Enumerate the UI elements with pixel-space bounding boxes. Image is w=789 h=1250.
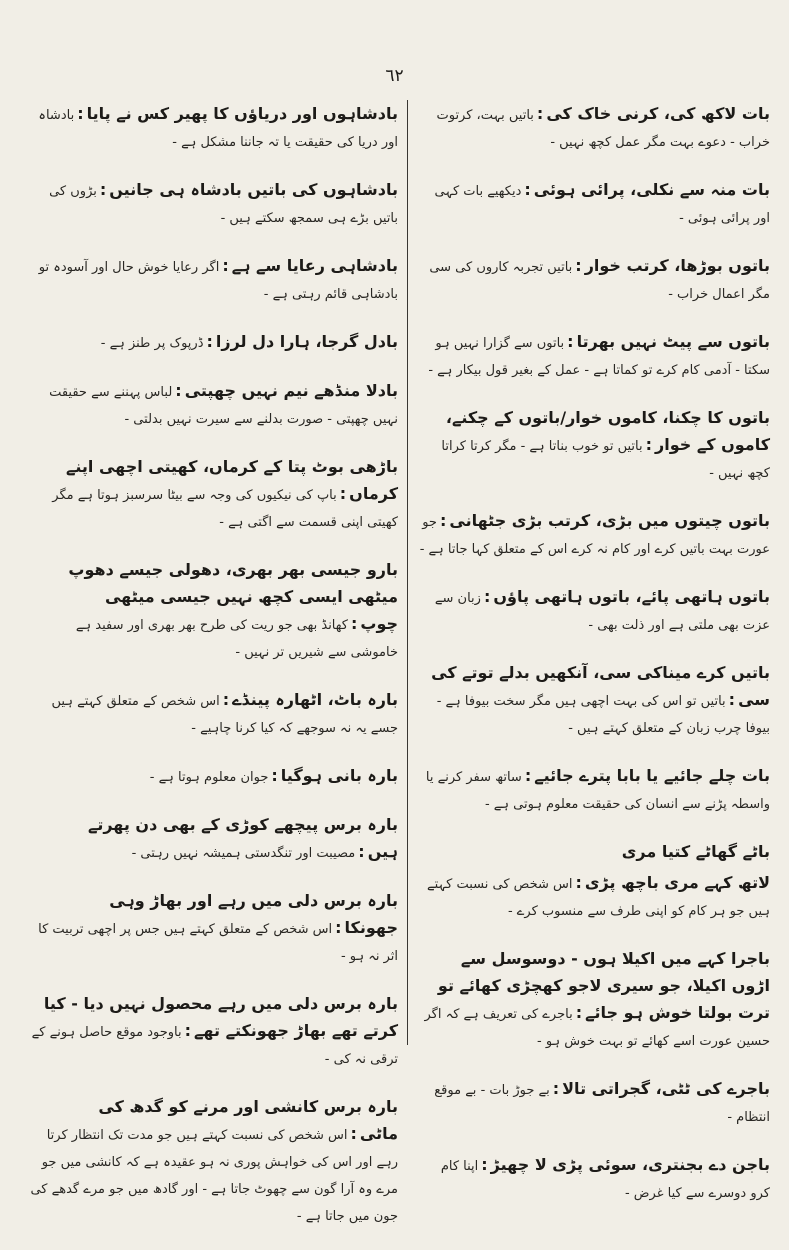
entry-definition: دیکھیے بات کہی اور پرائی ہوئی - bbox=[434, 184, 770, 226]
entry-headword: بات چلے جائیے یا بابا پترے جائیے bbox=[534, 766, 770, 785]
entry-headword: باجرے کی ٹٹی، گجراتی تالا bbox=[562, 1079, 770, 1098]
entry-headword: باڑھی بوٹ پتا کے کرماں، کھیتی اچھی اپنے کرماں bbox=[65, 457, 398, 503]
entry: بادلا منڈھے نیم نہیں چھپتی:لباس پہننے سے حقیقت نہیں چھپتی - صورت بدلنے سے سیرت نہیں بدلتی - bbox=[49, 381, 398, 427]
entry-headword: میٹھی ایسی کچھ نہیں جیسی میٹھی چوپ bbox=[104, 587, 398, 633]
entry-definition: باوجود موقع حاصل ہونے کے ترقی نہ کی - bbox=[31, 1025, 398, 1067]
entry-definition: باتوں سے گزارا نہیں ہو سکتا - آدمی کام کرے تو کماتا ہے - عمل کے بغیر قول بیکار ہے - bbox=[428, 336, 770, 378]
entry: باتوں سے پیٹ نہیں بھرتا:باتوں سے گزارا نہیں ہو سکتا - آدمی کام کرے تو کماتا ہے - عمل کے بغیر قول بیکار ہے - bbox=[428, 332, 770, 378]
entry-definition: بادشاہ اور دریا کی حقیقت یا تہ جاننا مشکل ہے - bbox=[38, 108, 398, 150]
entry: میٹھی ایسی کچھ نہیں جیسی میٹھی چوپ:کھانڈ بھی جو ریت کی طرح بھر بھری اور سفید ہے خاموشی سے شیریں تر نہیں - bbox=[75, 587, 398, 660]
entry-definition: بے جوڑ بات - بے موقع انتظام - bbox=[434, 1083, 770, 1125]
page-number: ٦٢ bbox=[385, 66, 404, 86]
entry-definition: مصیبت اور تنگدستی ہمیشہ نہیں رہتی - bbox=[131, 846, 356, 861]
entry-headword: بادلا منڈھے نیم نہیں چھپتی bbox=[184, 381, 398, 400]
entry: بادشاہی رعایا سے ہے:اگر رعایا خوش حال اور آسودہ تو بادشاہی قائم رہتی ہے - bbox=[38, 256, 398, 302]
entry: بات منہ سے نکلی، پرائی ہوئی:دیکھیے بات کہی اور پرائی ہوئی - bbox=[434, 180, 770, 226]
entry: بادشاہوں اور دریاؤں کا پھیر کس نے پایا:بادشاہ اور دریا کی حقیقت یا تہ جاننا مشکل ہے - bbox=[38, 104, 398, 150]
entry: بادشاہوں کی باتیں بادشاہ ہی جانیں:بڑوں کی باتیں بڑے ہی سمجھ سکتے ہیں - bbox=[49, 180, 398, 226]
column-divider bbox=[407, 100, 408, 1045]
entry: باتیں کرے میناکی سی، آنکھیں بدلے توتے کی سی:باتیں تو اس کی بہت اچھی ہیں مگر سخت بیوفا ہے - بیوفا چرب زبان کے متعلق کہتے ہیں - bbox=[431, 663, 770, 736]
entry-definition: اس شخص کے متعلق کہتے ہیں جس پر اچھی تربیت کا اثر نہ ہو - bbox=[38, 922, 398, 964]
entry-headword: لاتھ کہے مری باچھ پڑی bbox=[584, 873, 770, 892]
entry-headword: بارہ برس دلی میں رہے محصول نہیں دیا - کیا کرتے تھے بھاڑ جھونکتے تھے bbox=[43, 994, 398, 1040]
entry-definition: کھانڈ بھی جو ریت کی طرح بھر بھری اور سفید ہے خاموشی سے شیریں تر نہیں - bbox=[75, 618, 398, 660]
entry-definition: بڑوں کی باتیں بڑے ہی سمجھ سکتے ہیں - bbox=[49, 184, 398, 226]
entry: بارہ باٹ، اٹھارہ پینڈے:اس شخص کے متعلق کہتے ہیں جسے یہ نہ سوجھے کہ کیا کرنا چاہیے - bbox=[51, 690, 398, 736]
entry: لاتھ کہے مری باچھ پڑی:اس شخص کی نسبت کہتے ہیں جو ہر کام کو اپنی طرف سے منسوب کرے - bbox=[426, 873, 770, 919]
entry bbox=[418, 838, 770, 865]
entry-headword: بادشاہوں کی باتیں بادشاہ ہی جانیں bbox=[109, 180, 398, 199]
entry-headword: باتوں بوڑھا، کرتب خوار bbox=[584, 256, 770, 275]
entry-headword: باتوں ہاتھی پائے، باتوں ہاتھی پاؤں bbox=[493, 587, 770, 606]
entry: بارہ بانی ہوگیا:جوان معلوم ہوتا ہے - bbox=[149, 766, 398, 785]
entry-headword: باتوں چیتوں میں بڑی، کرتب بڑی جٹھانی bbox=[449, 511, 770, 530]
entry-definition: ساتھ سفر کرنے یا واسطہ پڑنے سے انسان کی حقیقت معلوم ہوتی ہے - bbox=[425, 770, 770, 812]
entry: باتوں بوڑھا، کرتب خوار:باتیں تجربہ کاروں کی سی مگر اعمال خراب - bbox=[429, 256, 770, 302]
entry-definition: باپ کی نیکیوں کی وجہ سے بیٹا سرسبز ہوتا ہے مگر کھیتی اپنی قسمت سے اگتی ہے - bbox=[52, 488, 398, 530]
entry-definition: باتیں تجربہ کاروں کی سی مگر اعمال خراب - bbox=[429, 260, 770, 302]
entry-definition: جوان معلوم ہوتا ہے - bbox=[149, 770, 269, 785]
entry-headword: باجن دے بجنتری، سوئی پڑی لا چھیڑ bbox=[490, 1155, 770, 1174]
entry-headword: باٹے گھاٹے کتیا مری bbox=[621, 842, 770, 861]
entry-definition: اپنا کام کرو دوسرے سے کیا غرض - bbox=[440, 1159, 770, 1201]
entry: باجرا کہے میں اکیلا ہوں - دوسوسل سے اڑوں اکیلا، جو سیری لاجو کھچڑی کھائے تو ترت بولتا خوش ہو جائے:باجرے کی تعریف ہے کہ اگر حسین عورت اسے کھائے تو بہت خوش ہو - bbox=[424, 949, 770, 1049]
right-column bbox=[418, 100, 770, 1227]
entry-definition: اس شخص کی نسبت کہتے ہیں جو مدت تک انتظار کرتا رہے اور اس کی خواہش پوری نہ ہو عقیدہ ہے کہ کانشی میں جو مرے وہ آرا گون سے چھوٹ جاتا ہے - اور گادھ میں جو مرے گدھے کی جون میں جاتا ہے - bbox=[30, 1128, 398, 1224]
entry-headword: بارو جیسی بھر بھری، دھولی جیسے دھوپ bbox=[68, 560, 398, 579]
entry-headword: بارہ برس پیچھے کوڑی کے بھی دن پھرتے ہیں bbox=[87, 815, 398, 861]
entry-headword: باتیں کرے میناکی سی، آنکھیں بدلے توتے کی سی bbox=[431, 663, 770, 709]
entry: بات چلے جائیے یا بابا پترے جائیے:ساتھ سفر کرنے یا واسطہ پڑنے سے انسان کی حقیقت معلوم ہوتی ہے - bbox=[425, 766, 770, 812]
entry: باتوں کا چکنا، کاموں خوار/باتوں کے چکنے، کاموں کے خوار:باتیں تو خوب بناتا ہے - مگر کرتا کراتا کچھ نہیں - bbox=[441, 408, 770, 481]
entry: بادل گرجا، ہارا دل لرزا:ڈرپوک پر طنز ہے - bbox=[100, 332, 398, 351]
entry-definition: اس شخص کے متعلق کہتے ہیں جسے یہ نہ سوجھے کہ کیا کرنا چاہیے - bbox=[51, 694, 398, 736]
entry-headword: بادشاہوں اور دریاؤں کا پھیر کس نے پایا bbox=[86, 104, 398, 123]
entry-definition: جو عورت بہت باتیں کرے اور کام نہ کرے اس کے متعلق کہا جاتا ہے - bbox=[419, 515, 770, 557]
entry-headword: بات منہ سے نکلی، پرائی ہوئی bbox=[533, 180, 770, 199]
entry-headword: بارہ برس کانشی اور مرنے کو گدھ کی ماٹی bbox=[98, 1097, 398, 1143]
entry-headword: بادل گرجا، ہارا دل لرزا bbox=[215, 332, 398, 351]
entry-headword: بادشاہی رعایا سے ہے bbox=[231, 256, 398, 275]
entry: بارہ برس کانشی اور مرنے کو گدھ کی ماٹی:اس شخص کی نسبت کہتے ہیں جو مدت تک انتظار کرتا رہے اور اس کی خواہش پوری نہ ہو عقیدہ ہے کہ کانشی میں جو مرے وہ آرا گون سے چھوٹ جاتا ہے - اور گادھ میں جو مرے گدھے کی جون میں جاتا ہے - bbox=[30, 1097, 398, 1224]
entry-headword: بارہ باٹ، اٹھارہ پینڈے bbox=[232, 690, 398, 709]
entry-headword: بارہ بانی ہوگیا bbox=[280, 766, 398, 785]
entry: باڑھی بوٹ پتا کے کرماں، کھیتی اچھی اپنے کرماں:باپ کی نیکیوں کی وجہ سے بیٹا سرسبز ہوتا ہے مگر کھیتی اپنی قسمت سے اگتی ہے - bbox=[52, 457, 398, 530]
entry-headword: باتوں سے پیٹ نہیں بھرتا bbox=[576, 332, 770, 351]
entry-headword: بات لاکھ کی، کرنی خاک کی bbox=[546, 104, 770, 123]
entry: بارہ برس دلی میں رہے اور بھاڑ وہی جھونکا:اس شخص کے متعلق کہتے ہیں جس پر اچھی تربیت کا اثر نہ ہو - bbox=[38, 891, 398, 964]
entry: باجن دے بجنتری، سوئی پڑی لا چھیڑ:اپنا کام کرو دوسرے سے کیا غرض - bbox=[440, 1155, 770, 1201]
entry-headword: بارہ برس دلی میں رہے اور بھاڑ وہی جھونکا bbox=[109, 891, 398, 937]
entry bbox=[28, 556, 398, 583]
entry-definition: باجرے کی تعریف ہے کہ اگر حسین عورت اسے کھائے تو بہت خوش ہو - bbox=[424, 1007, 770, 1049]
entry-definition: باتیں بہت، کرتوت خراب - دعوے بہت مگر عمل کچھ نہیں - bbox=[436, 108, 770, 150]
entry: بارہ برس پیچھے کوڑی کے بھی دن پھرتے ہیں:مصیبت اور تنگدستی ہمیشہ نہیں رہتی - bbox=[87, 815, 398, 861]
entry-headword: باجرا کہے میں اکیلا ہوں - دوسوسل سے اڑوں اکیلا، جو سیری لاجو کھچڑی کھائے تو ترت بولتا خوش ہو جائے bbox=[437, 949, 770, 1022]
entry-definition: باتیں تو خوب بناتا ہے - مگر کرتا کراتا کچھ نہیں - bbox=[441, 439, 770, 481]
entry: بارہ برس دلی میں رہے محصول نہیں دیا - کیا کرتے تھے بھاڑ جھونکتے تھے:باوجود موقع حاصل ہونے کے ترقی نہ کی - bbox=[31, 994, 398, 1067]
entry: بات لاکھ کی، کرنی خاک کی:باتیں بہت، کرتوت خراب - دعوے بہت مگر عمل کچھ نہیں - bbox=[436, 104, 770, 150]
left-column bbox=[28, 100, 398, 1250]
entry: باتوں ہاتھی پائے، باتوں ہاتھی پاؤں:زبان سے عزت بھی ملتی ہے اور ذلت بھی - bbox=[434, 587, 770, 633]
entry-headword: باتوں کا چکنا، کاموں خوار/باتوں کے چکنے، کاموں کے خوار bbox=[445, 408, 770, 454]
entry-definition: اگر رعایا خوش حال اور آسودہ تو بادشاہی قائم رہتی ہے - bbox=[38, 260, 398, 302]
entry-definition: باتیں تو اس کی بہت اچھی ہیں مگر سخت بیوفا ہے - بیوفا چرب زبان کے متعلق کہتے ہیں - bbox=[436, 694, 770, 736]
entry-definition: اس شخص کی نسبت کہتے ہیں جو ہر کام کو اپنی طرف سے منسوب کرے - bbox=[426, 877, 770, 919]
entry-definition: لباس پہننے سے حقیقت نہیں چھپتی - صورت بدلنے سے سیرت نہیں بدلتی - bbox=[49, 385, 398, 427]
entry: باتوں چیتوں میں بڑی، کرتب بڑی جٹھانی:جو عورت بہت باتیں کرے اور کام نہ کرے اس کے متعلق کہا جاتا ہے - bbox=[419, 511, 770, 557]
entry-definition: زبان سے عزت بھی ملتی ہے اور ذلت بھی - bbox=[434, 591, 770, 633]
entry-definition: ڈرپوک پر طنز ہے - bbox=[100, 336, 204, 351]
entry: باجرے کی ٹٹی، گجراتی تالا:بے جوڑ بات - بے موقع انتظام - bbox=[434, 1079, 770, 1125]
